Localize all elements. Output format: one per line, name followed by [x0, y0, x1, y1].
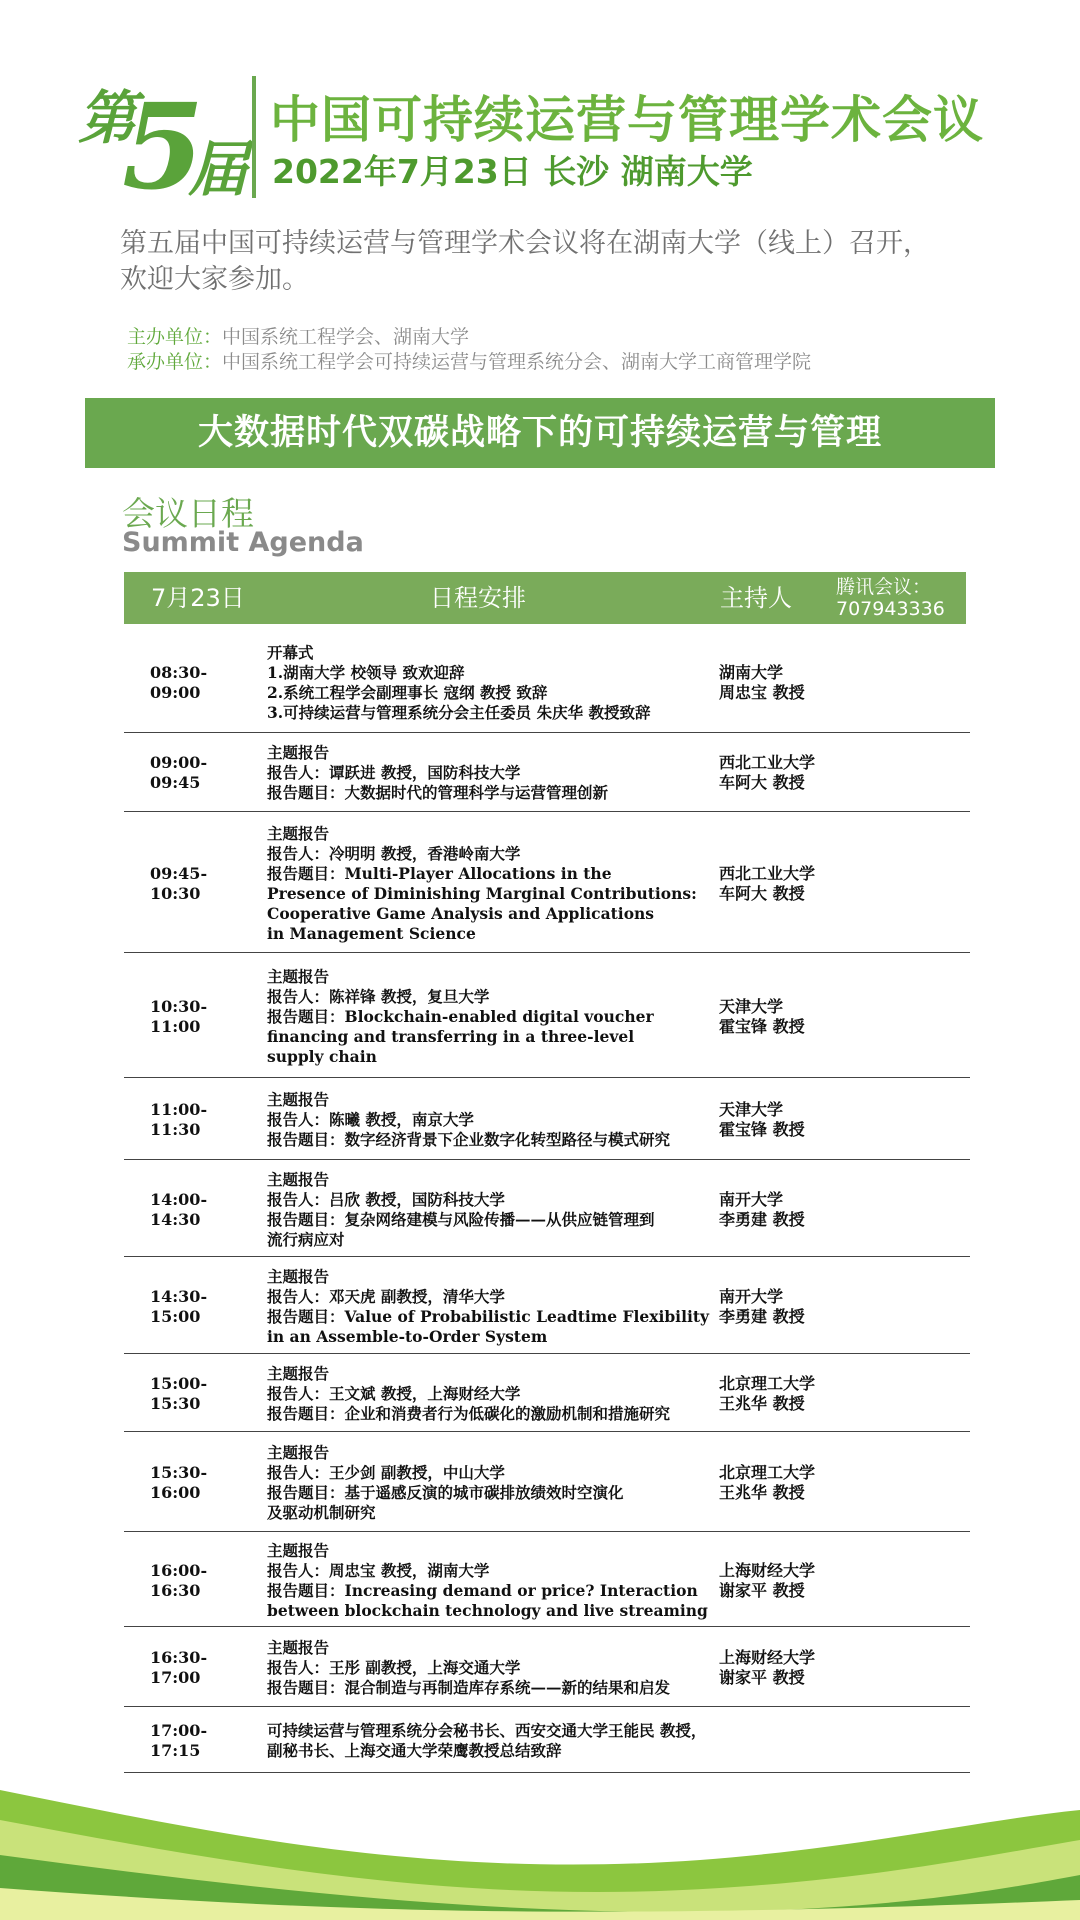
session-host — [719, 1374, 815, 1414]
session-content-line: 报告题目：企业和消费者行为低碳化的激励机制和措施研究 — [267, 1404, 671, 1423]
session-host — [719, 1561, 815, 1601]
session-time-line: 10:30 — [150, 884, 201, 903]
undertake-value: 中国系统工程学会可持续运营与管理系统分会、湖南大学工商管理学院 — [222, 351, 812, 373]
session-time-line: 16:30- — [150, 1648, 208, 1667]
edition-char-3: 届 — [188, 135, 248, 205]
session-host-line: 李勇建 教授 — [719, 1307, 805, 1326]
session-time-line: 17:00- — [150, 1721, 208, 1740]
session-host — [719, 1100, 805, 1140]
agenda-row — [124, 729, 970, 812]
session-content-line: 主题报告 — [267, 1541, 330, 1560]
session-content-line: 报告题目：数字经济背景下企业数字化转型路径与模式研究 — [267, 1130, 671, 1149]
session-time — [150, 1190, 207, 1230]
session-content-line: 3.可持续运营与管理系统分会主任委员 朱庆华 教授致辞 — [267, 703, 651, 722]
edition-logo-art — [78, 68, 258, 208]
host-label: 主办单位： — [127, 326, 223, 348]
session-host-line: 北京理工大学 — [719, 1374, 816, 1393]
session-host — [719, 1287, 805, 1327]
agenda-row — [124, 1352, 970, 1432]
session-host — [719, 997, 805, 1037]
edition-number: 5 — [122, 77, 205, 208]
session-host-line: 北京理工大学 — [719, 1463, 816, 1482]
intro-line-2: 欢迎大家参加。 — [120, 264, 309, 295]
agenda-row — [124, 1625, 970, 1707]
session-content-line: 副秘书长、上海交通大学荣鹰教授总结致辞 — [267, 1741, 562, 1760]
agenda-row — [124, 1530, 970, 1627]
session-time-line: 16:00 — [150, 1483, 201, 1502]
session-host — [719, 753, 815, 793]
undertake-organizer — [127, 347, 811, 374]
session-time — [150, 1100, 207, 1140]
header-divider — [252, 76, 256, 198]
session-content — [267, 643, 715, 723]
session-content-line: 报告题目：Value of Probabilistic Leadtime Flexibility — [267, 1307, 710, 1326]
session-content-line: 主题报告 — [267, 824, 330, 843]
session-content-line: 报告题目：基于遥感反演的城市碳排放绩效时空演化 — [267, 1483, 624, 1502]
session-time-line: 08:30- — [150, 663, 208, 682]
session-time-line: 09:00- — [150, 753, 208, 772]
session-time-line: 17:15 — [150, 1741, 201, 1760]
conference-date-location: 2022年7月23日 长沙 湖南大学 — [272, 152, 753, 191]
session-host-line: 湖南大学 — [719, 663, 784, 682]
session-content — [267, 1443, 715, 1523]
header-tencent-meeting — [836, 576, 945, 620]
session-content — [267, 1267, 715, 1347]
intro-line-1: 第五届中国可持续运营与管理学术会议将在湖南大学（线上）召开， — [120, 228, 930, 259]
session-content — [267, 1170, 715, 1250]
session-content-line: between blockchain technology and live streaming — [267, 1601, 708, 1620]
agenda-title-cn: 会议日程 — [122, 494, 254, 533]
theme-banner: 大数据时代双碳战略下的可持续运营与管理 — [85, 398, 995, 468]
session-host — [719, 1463, 815, 1503]
session-content-line: 报告人：谭跃进 教授，国防科技大学 — [267, 763, 521, 782]
session-time — [150, 753, 207, 793]
session-content-line: supply chain — [267, 1047, 377, 1066]
session-content — [267, 824, 715, 944]
session-content-line: Cooperative Game Analysis and Applications — [267, 904, 655, 923]
session-content-line: 主题报告 — [267, 743, 330, 762]
session-time-line: 15:00- — [150, 1374, 208, 1393]
session-time-line: 15:30- — [150, 1463, 208, 1482]
session-host-line: 天津大学 — [719, 1100, 784, 1119]
session-content-line: 主题报告 — [267, 1090, 330, 1109]
session-content-line: 报告题目：大数据时代的管理科学与运营管理创新 — [267, 783, 609, 802]
session-content-line: 1.湖南大学 校领导 致欢迎辞 — [267, 663, 465, 682]
session-host-line: 车阿大 教授 — [719, 884, 805, 903]
session-content-line: 主题报告 — [267, 1170, 330, 1189]
agenda-row — [124, 1255, 970, 1354]
session-host-line: 车阿大 教授 — [719, 773, 805, 792]
session-host-line: 南开大学 — [719, 1287, 784, 1306]
session-time-line: 15:00 — [150, 1307, 201, 1326]
session-host-line: 天津大学 — [719, 997, 784, 1016]
session-host-line: 西北工业大学 — [719, 864, 816, 883]
session-time — [150, 663, 207, 703]
session-time-line: 14:00- — [150, 1190, 208, 1209]
session-time-line: 11:00- — [150, 1100, 208, 1119]
session-content-line: 主题报告 — [267, 1443, 330, 1462]
session-content-line: 可持续运营与管理系统分会秘书长、西安交通大学王能民 教授， — [267, 1721, 707, 1740]
tencent-id: 707943336 — [836, 598, 945, 620]
agenda-title-en: Summit Agenda — [122, 527, 364, 558]
session-time-line: 09:00 — [150, 683, 201, 702]
session-time-line: 17:00 — [150, 1668, 201, 1687]
session-time-line: 09:45- — [150, 864, 208, 883]
session-host-line: 霍宝锋 教授 — [719, 1017, 805, 1036]
session-host-line: 霍宝锋 教授 — [719, 1120, 805, 1139]
session-content-line: Presence of Diminishing Marginal Contributions: — [267, 884, 697, 903]
session-content — [267, 1721, 715, 1761]
header-host: 主持人 — [720, 584, 792, 612]
footer-wave-decoration — [0, 1770, 1080, 1920]
session-content-line: 流行病应对 — [267, 1230, 345, 1249]
edition-logo — [78, 68, 258, 208]
agenda-table-header — [124, 572, 966, 624]
session-time — [150, 1287, 207, 1327]
session-host-line: 王兆华 教授 — [719, 1394, 805, 1413]
agenda-row — [124, 1705, 970, 1773]
session-content-line: 报告人：周忠宝 教授，湖南大学 — [267, 1561, 490, 1580]
session-time-line: 09:45 — [150, 773, 201, 792]
session-time — [150, 1648, 207, 1688]
agenda-row — [124, 810, 970, 953]
session-content-line: 报告题目：混合制造与再制造库存系统——新的结果和启发 — [267, 1678, 671, 1697]
session-time-line: 15:30 — [150, 1394, 201, 1413]
header-date: 7月23日 — [151, 584, 245, 612]
session-time-line: 10:30- — [150, 997, 208, 1016]
session-content-line: financing and transferring in a three-level — [267, 1027, 635, 1046]
session-host — [719, 1648, 815, 1688]
agenda-row — [124, 628, 970, 733]
intro-text — [120, 226, 990, 298]
undertake-label: 承办单位： — [127, 351, 223, 373]
session-content-line: 主题报告 — [267, 1364, 330, 1383]
session-host — [719, 663, 805, 703]
session-content-line: 及驱动机制研究 — [267, 1503, 376, 1522]
tencent-label: 腾讯会议： — [836, 576, 932, 598]
session-time-line: 14:30 — [150, 1210, 201, 1229]
session-content-line: 报告人：陈曦 教授，南京大学 — [267, 1110, 474, 1129]
session-content-line: 开幕式 — [267, 643, 314, 662]
session-content-line: 报告人：吕欣 教授，国防科技大学 — [267, 1190, 505, 1209]
session-content-line: in an Assemble-to-Order System — [267, 1327, 548, 1346]
session-content-line: 报告题目：Blockchain-enabled digital voucher — [267, 1007, 654, 1026]
session-host-line: 上海财经大学 — [719, 1648, 816, 1667]
session-host-line: 王兆华 教授 — [719, 1483, 805, 1502]
header-schedule: 日程安排 — [430, 584, 526, 612]
session-content-line: 报告题目：Multi-Player Allocations in the — [267, 864, 612, 883]
session-content-line: 报告人：邓天虎 副教授，清华大学 — [267, 1287, 505, 1306]
session-host — [719, 1190, 805, 1230]
session-host-line: 上海财经大学 — [719, 1561, 816, 1580]
session-content-line: 主题报告 — [267, 1638, 330, 1657]
session-host-line: 李勇建 教授 — [719, 1210, 805, 1229]
session-host-line: 南开大学 — [719, 1190, 784, 1209]
session-time-line: 11:30 — [150, 1120, 201, 1139]
session-time — [150, 864, 207, 904]
session-time-line: 14:30- — [150, 1287, 208, 1306]
conference-title: 中国可持续运营与管理学术会议 — [270, 91, 984, 149]
session-content — [267, 1638, 715, 1698]
session-content-line: 主题报告 — [267, 967, 330, 986]
session-content-line: 报告题目：复杂网络建模与风险传播——从供应链管理到 — [267, 1210, 655, 1229]
session-content-line: 2.系统工程学会副理事长 寇纲 教授 致辞 — [267, 683, 548, 702]
session-content — [267, 967, 715, 1067]
agenda-row — [124, 1076, 970, 1160]
session-time — [150, 1463, 207, 1503]
session-time — [150, 1374, 207, 1414]
session-content — [267, 1541, 715, 1621]
session-host-line: 西北工业大学 — [719, 753, 816, 772]
session-content-line: 主题报告 — [267, 1267, 330, 1286]
session-time — [150, 997, 207, 1037]
session-time-line: 11:00 — [150, 1017, 201, 1036]
agenda-row — [124, 951, 970, 1078]
session-time-line: 16:00- — [150, 1561, 208, 1580]
agenda-row — [124, 1430, 970, 1532]
agenda-row — [124, 1158, 970, 1257]
edition-char-1: 第 — [78, 84, 137, 152]
session-time — [150, 1721, 207, 1761]
session-host-line: 谢家平 教授 — [719, 1668, 805, 1687]
session-content-line: 报告人：冷明明 教授，香港岭南大学 — [267, 844, 521, 863]
session-time — [150, 1561, 207, 1601]
session-content — [267, 743, 715, 803]
session-host — [719, 864, 815, 904]
session-content-line: 报告人：王文斌 教授，上海财经大学 — [267, 1384, 521, 1403]
host-organizer — [127, 322, 469, 349]
session-time-line: 16:30 — [150, 1581, 201, 1600]
session-content — [267, 1090, 715, 1150]
session-host-line: 谢家平 教授 — [719, 1581, 805, 1600]
session-content-line: in Management Science — [267, 924, 476, 943]
session-content-line: 报告人：王少剑 副教授，中山大学 — [267, 1463, 505, 1482]
session-content-line: 报告题目：Increasing demand or price? Interaction — [267, 1581, 698, 1600]
session-content-line: 报告人：陈祥锋 教授，复旦大学 — [267, 987, 490, 1006]
host-value: 中国系统工程学会、湖南大学 — [222, 326, 470, 348]
session-content-line: 报告人：王彤 副教授，上海交通大学 — [267, 1658, 521, 1677]
session-content — [267, 1364, 715, 1424]
session-host-line: 周忠宝 教授 — [719, 683, 805, 702]
